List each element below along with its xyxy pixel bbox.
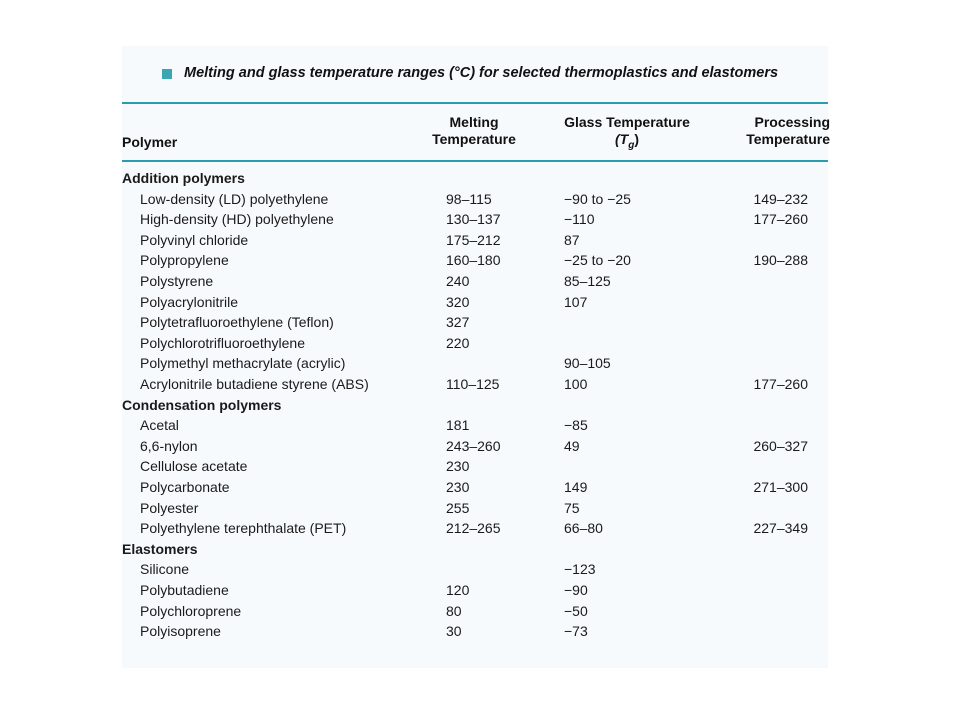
polymer-name: Polypropylene xyxy=(140,252,229,269)
polymer-name: High-density (HD) polyethylene xyxy=(140,211,334,228)
polymer-name: Cellulose acetate xyxy=(140,458,248,475)
polymer-name: Polystyrene xyxy=(140,273,214,289)
processing-temp-cell: 177–260 xyxy=(753,376,808,392)
melting-temp-cell: 240 xyxy=(446,273,470,289)
processing-temp-cell: 177–260 xyxy=(753,211,808,228)
melting-temp-cell: 160–180 xyxy=(446,252,501,269)
table-row xyxy=(122,353,828,373)
melting-temp-cell: 98–115 xyxy=(446,190,492,207)
glass-temp-cell: 107 xyxy=(564,293,588,310)
polymer-name: Acrylonitrile butadiene styrene (ABS) xyxy=(140,376,369,392)
polymer-name: Polychloroprene xyxy=(140,602,242,619)
polymer-name: Polyvinyl chloride xyxy=(140,231,249,248)
polymer-name: Silicone xyxy=(140,561,190,578)
glass-temp-cell: 149 xyxy=(564,479,588,495)
melting-temp-cell: 181 xyxy=(446,417,470,434)
melting-temp-cell: 110–125 xyxy=(446,376,500,392)
table-row xyxy=(122,477,828,497)
document-page xyxy=(122,46,828,668)
melting-temp-cell: 230 xyxy=(446,479,470,495)
header-melting-temperature xyxy=(414,114,534,148)
table-row xyxy=(122,333,828,353)
processing-temp-cell: 149–232 xyxy=(753,190,808,207)
melting-temp-cell: 327 xyxy=(446,314,470,331)
caption-square-icon xyxy=(162,69,172,79)
header-polymer: Polymer xyxy=(122,134,178,150)
melting-temp-cell: 320 xyxy=(446,293,470,310)
glass-temp-cell: 90–105 xyxy=(564,355,611,372)
polymer-name: Polytetrafluoroethylene (Teflon) xyxy=(140,314,334,331)
polymer-name: Polyester xyxy=(140,499,199,516)
header-glass-temperature xyxy=(552,114,702,154)
polymer-name: Polyacrylonitrile xyxy=(140,293,239,310)
polymer-name: Polychlorotrifluoroethylene xyxy=(140,334,305,351)
polymer-name: Polymethyl methacrylate (acrylic) xyxy=(140,355,346,372)
table-row xyxy=(122,312,828,332)
melting-temp-cell: 80 xyxy=(446,602,462,619)
processing-temp-cell: 190–288 xyxy=(753,252,808,269)
section-heading xyxy=(122,168,828,188)
table-row xyxy=(122,209,828,229)
header-glass-line2 xyxy=(552,131,702,154)
section-heading xyxy=(122,539,828,559)
melting-temp-cell: 212–265 xyxy=(446,520,501,537)
melting-temp-cell: 120 xyxy=(446,582,470,598)
glass-temp-cell: −90 to −25 xyxy=(564,190,631,207)
table-row xyxy=(122,456,828,476)
table-row xyxy=(122,498,828,518)
table-row xyxy=(122,621,828,641)
glass-temp-cell: 85–125 xyxy=(564,273,611,289)
header-processing-line2: Temperature xyxy=(746,131,830,147)
polymer-name: Polyethylene terephthalate (PET) xyxy=(140,520,347,537)
section-label: Addition polymers xyxy=(122,170,245,186)
glass-temp-cell: 66–80 xyxy=(564,520,603,537)
table-row xyxy=(122,415,828,435)
melting-temp-cell: 243–260 xyxy=(446,437,501,454)
header-glass-subscript: g xyxy=(628,139,635,151)
processing-temp-cell: 260–327 xyxy=(753,437,808,454)
melting-temp-cell: 30 xyxy=(446,623,462,640)
glass-temp-cell: −110 xyxy=(564,211,595,228)
section-label: Condensation polymers xyxy=(122,396,282,413)
header-glass-close: ) xyxy=(634,131,639,147)
glass-temp-cell: −50 xyxy=(564,602,588,619)
polymer-name: Low-density (LD) polyethylene xyxy=(140,190,329,207)
glass-temp-cell: 100 xyxy=(564,376,588,392)
table-row xyxy=(122,518,828,538)
glass-temp-cell: 75 xyxy=(564,499,580,516)
section-heading xyxy=(122,395,828,415)
table-row xyxy=(122,189,828,209)
glass-temp-cell: −85 xyxy=(564,417,588,434)
table-row xyxy=(122,580,828,600)
melting-temp-cell: 220 xyxy=(446,334,470,351)
table-row xyxy=(122,230,828,250)
top-rule xyxy=(122,102,828,104)
table-row xyxy=(122,250,828,270)
glass-temp-cell: −123 xyxy=(564,561,596,578)
glass-temp-cell: 87 xyxy=(564,231,580,248)
melting-temp-cell: 175–212 xyxy=(446,231,501,248)
table-row xyxy=(122,271,828,291)
melting-temp-cell: 255 xyxy=(446,499,470,516)
section-label: Elastomers xyxy=(122,540,198,557)
glass-temp-cell: −73 xyxy=(564,623,588,640)
header-processing-line1: Processing xyxy=(754,114,830,130)
header-glass-line1: Glass Temperature xyxy=(564,114,690,130)
header-glass-open: (T xyxy=(615,131,629,147)
glass-temp-cell: −90 xyxy=(564,582,588,598)
header-processing-temperature xyxy=(730,114,830,148)
table-row xyxy=(122,292,828,312)
melting-temp-cell: 130–137 xyxy=(446,211,501,228)
polymer-name: 6,6-nylon xyxy=(140,437,198,454)
polymer-name: Polyisoprene xyxy=(140,623,221,640)
processing-temp-cell: 271–300 xyxy=(753,479,808,495)
header-rule xyxy=(122,160,828,162)
table-row xyxy=(122,436,828,456)
table-caption: Melting and glass temperature ranges (°C) for selected thermoplastics and elastomers xyxy=(184,65,779,81)
table-row xyxy=(122,374,828,394)
header-melting-line1: Melting xyxy=(449,114,499,130)
polymer-name: Polybutadiene xyxy=(140,582,229,598)
table-row xyxy=(122,601,828,621)
glass-temp-cell: −25 to −20 xyxy=(564,252,631,269)
table-row xyxy=(122,559,828,579)
header-melting-line2: Temperature xyxy=(432,131,516,147)
processing-temp-cell: 227–349 xyxy=(753,520,808,537)
polymer-name: Polycarbonate xyxy=(140,479,230,495)
melting-temp-cell: 230 xyxy=(446,458,470,475)
glass-temp-cell: 49 xyxy=(564,437,580,454)
polymer-name: Acetal xyxy=(140,417,179,434)
